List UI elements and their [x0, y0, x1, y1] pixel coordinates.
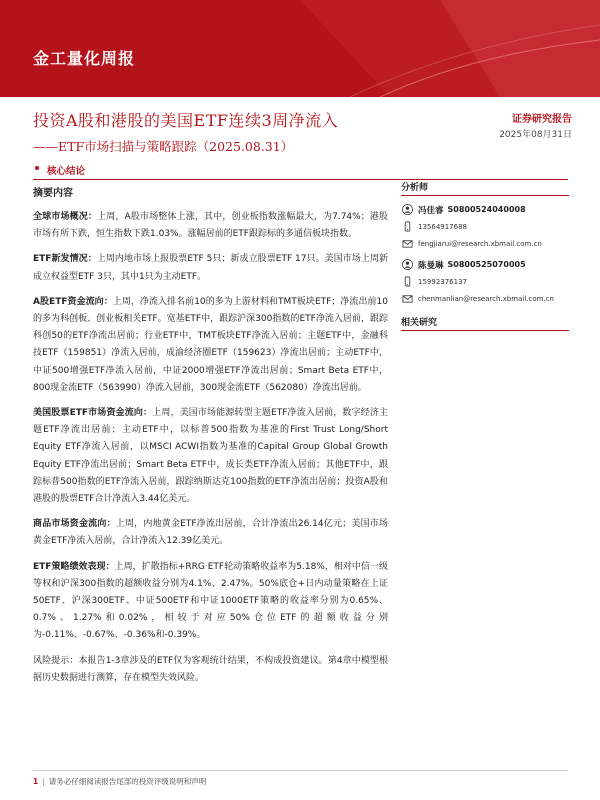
footer-divider [33, 770, 568, 771]
analyst-name: 陈曼琳 [418, 260, 444, 271]
footer-separator: | [42, 777, 45, 786]
person-icon [401, 258, 414, 271]
analyst-cert: S0800525070005 [447, 260, 526, 269]
analyst-name: 冯佳睿 [418, 205, 444, 216]
report-title: 投资A股和港股的美国ETF连续3周净流入 [33, 111, 339, 130]
email-icon [401, 292, 414, 305]
core-conclusion-label: 核心结论 [47, 166, 86, 177]
footer-disclaimer: 请务必仔细阅读报告尾部的投资评级说明和声明 [48, 777, 207, 786]
analyst-card [401, 256, 569, 307]
analyst-phone: 13564917688 [418, 222, 467, 231]
person-icon [401, 203, 414, 216]
analyst-cert: S0800524040008 [447, 205, 526, 214]
summary-paragraph: 商品市场资金流向：上周，内地黄金ETF净流出居前，合计净流出26.14亿元；美国市场黄金ETF净流入居前，合计净流入12.39亿美元。 [33, 519, 388, 547]
core-conclusion-bar [33, 162, 568, 180]
header-band [0, 0, 600, 97]
summary-title: 摘要内容 [33, 188, 73, 199]
summary-section [33, 182, 388, 695]
analysts-title: 分析师 [401, 180, 569, 196]
analyst-email[interactable]: chenmanlian@research.xbmail.com.cn [418, 294, 554, 303]
email-icon [401, 237, 414, 250]
summary-paragraph: A股ETF资金流向：上周，净流入排名前10的多为上游材料和TMT板块ETF；净流出前10的多为科创板、创业板相关ETF。宽基ETF中，跟踪沪深300指数的ETF净流入居前，跟踪科创50的ETF净流出居前；行业ETF中，TMT板块ETF净流入居前；主题ETF中，金融科技ETF（159851）净流入居前，成渝经济圈ETF（159623）净流出居前；主动ETF中，中证500增强ETF净流入居前，中证2000增强ETF净流出居前；Smart Beta ETF中，800现金流ETF（563990）净流入居前，300现金流ETF（562080）净流出居前。 [33, 296, 389, 393]
analyst-phone: 15992376137 [418, 277, 467, 286]
related-research-title: 相关研究 [401, 315, 569, 331]
page-number: 1 [33, 777, 39, 786]
analyst-email[interactable]: fengjiarui@research.xbmail.com.cn [418, 239, 542, 248]
report-subtitle: ——ETF市场扫描与策略跟踪（2025.08.31） [33, 139, 294, 154]
summary-paragraph: ETF策略绩效表现：上周，扩散指标+RRG ETF轮动策略收益率为5.18%，相对中信一级等权和沪深300指数的超额收益分别为4.1%、2.47%。50%底仓+日内动量策略在上证50ETF、沪深300ETF、中证500ETF和中证1000ETF策略的收益率分别为0.65%、0.7%、1.27%和0.02%，相较于对应50%仓位ETF的超额收益分别为-0.11%、-0.67%、-0.36%和-0.39%。 [33, 561, 388, 641]
summary-paragraph: ETF新发情况：上周内地市场上报股票ETF 5只；新成立股票ETF 17只。美国市场上周新成立权益型ETF 3只，其中1只为主动ETF。 [33, 254, 389, 282]
phone-icon [401, 220, 414, 233]
phone-icon [401, 275, 414, 288]
summary-paragraph: 全球市场概况：上周，A股市场整体上涨，其中，创业板指数涨幅最大，为7.74%；港股市场有所下跌，恒生指数下跌1.03%。涨幅居前的ETF跟踪标的多通信板块指数。 [33, 212, 388, 240]
risk-warning: 风险提示：本报告1-3章涉及的ETF仅为客观统计结果，不构成投资建议。第4章中模型根据历史数据进行测算，存在模型失效风险。 [33, 655, 388, 683]
summary-paragraph: 美国股票ETF市场资金流向：上周，美国市场能源转型主题ETF净流入居前，数字经济主题ETF净流出居前；主动ETF中，以标普500指数为基准的First Trust Long/Short Equity ETF净流入居前，以MSCI ACWI指数为基准的Capital Group Global Growth Equity ETF净流出居前；Smart Beta ETF中，成长类ETF净流入居前；其他ETF中，跟踪标普500指数的ETF净流入居前，跟踪纳斯达克100指数的ETF净流出居前；投资A股和港股的股票ETF合计净流入3.44亿美元。 [33, 408, 388, 505]
report-type: 金工量化周报 [33, 49, 136, 68]
report-label: 证券研究报告 [512, 114, 572, 125]
bullet-icon [35, 166, 39, 170]
footer [33, 776, 206, 787]
report-date: 2025年08月31日 [499, 130, 572, 140]
sidebar [401, 180, 569, 331]
analyst-card [401, 201, 569, 252]
